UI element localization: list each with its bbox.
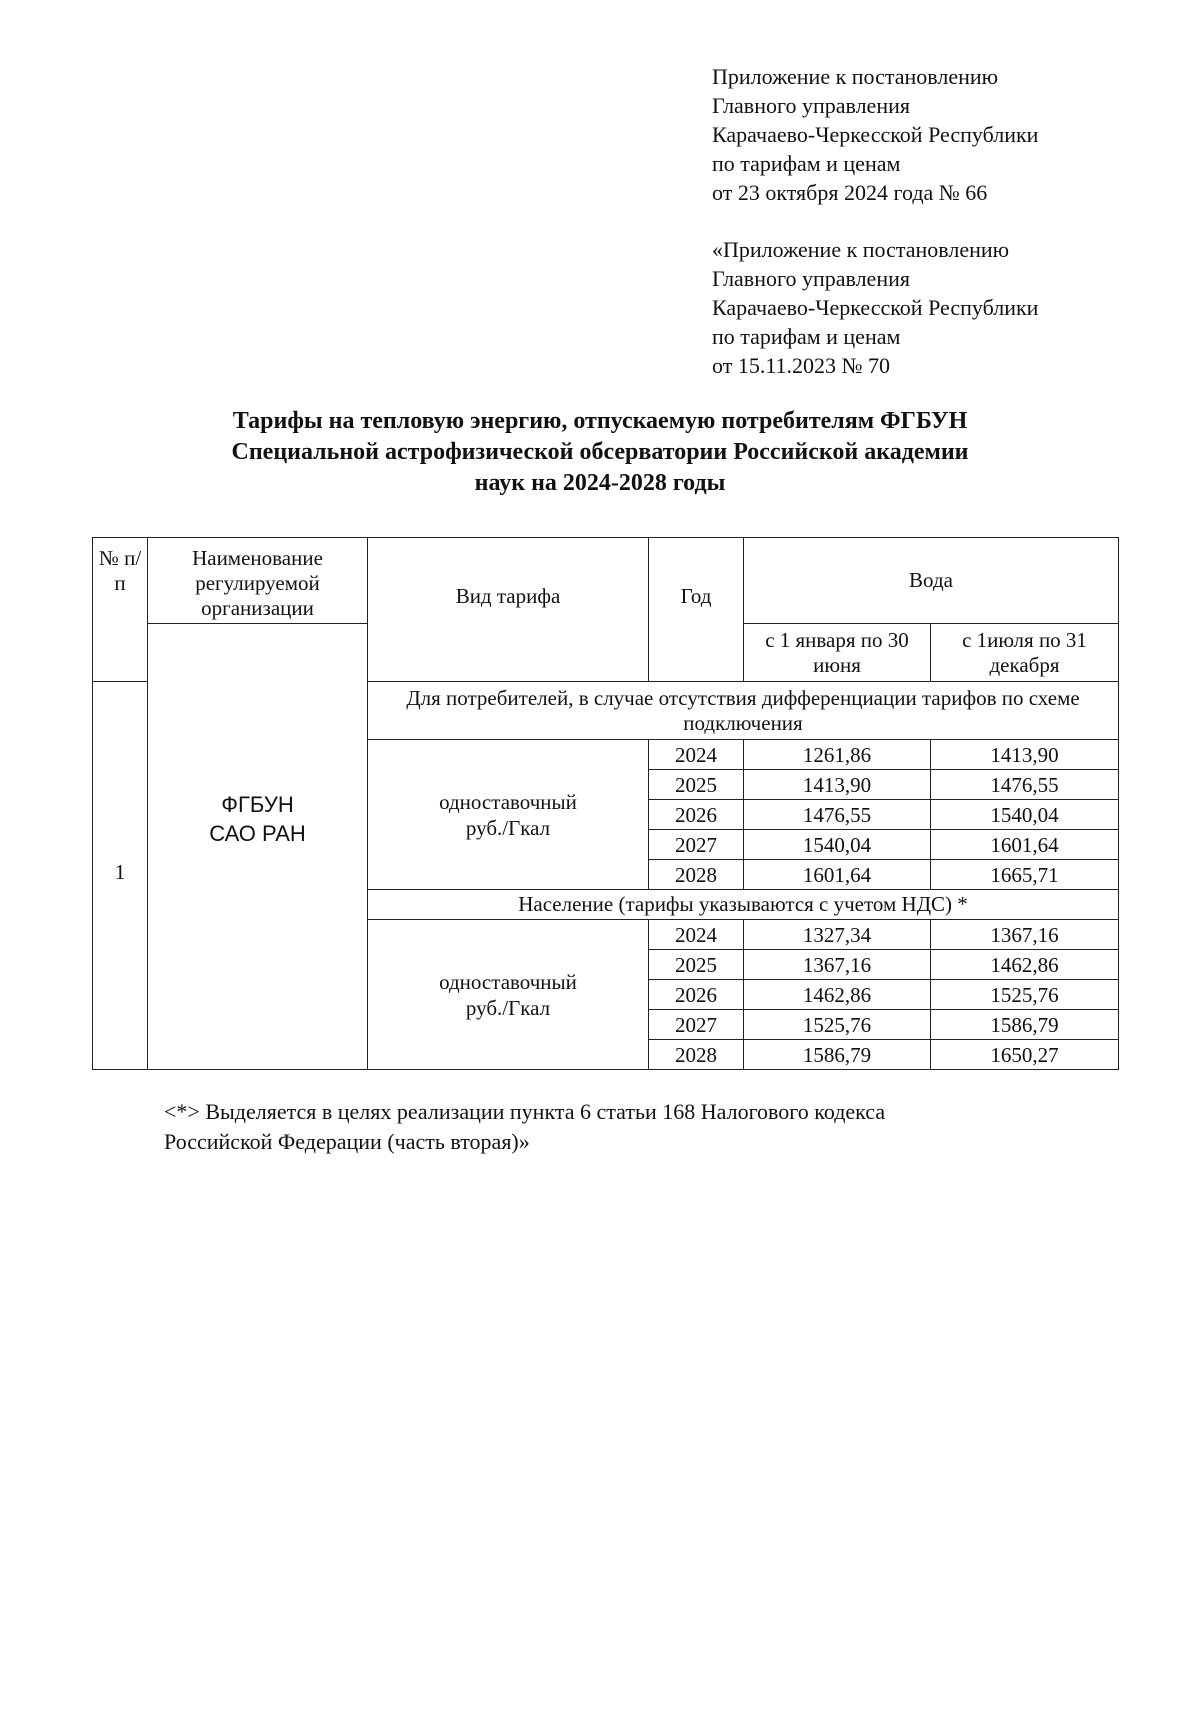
value-cell: 1601,64 [931, 830, 1119, 860]
footnote-line: Российской Федерации (часть вторая)» [164, 1129, 530, 1154]
appendix-line: по тарифам и ценам [712, 324, 901, 349]
value-cell: 1525,76 [744, 1010, 931, 1040]
title-line: Специальной астрофизической обсерватории Российской академии [231, 439, 969, 465]
year-cell: 2027 [649, 830, 744, 860]
year-cell: 2026 [649, 800, 744, 830]
footnote-line: <*> Выделяется в целях реализации пункта 6 статьи 168 Налогового кодекса [164, 1099, 886, 1124]
appendix-line: от 23 октября 2024 года № 66 [712, 180, 988, 205]
tariff-type-line: одноставочный [439, 789, 577, 814]
value-cell: 1261,86 [744, 740, 931, 770]
value-cell: 1413,90 [931, 740, 1119, 770]
section-title: Для потребителей, в случае отсутствия дифференциации тарифов по схеме подключения [368, 682, 1119, 740]
tariff-type-line: руб./Гкал [465, 815, 551, 840]
appendix-line: Карачаево-Черкесской Республики [712, 122, 1039, 147]
appendix-line: «Приложение к постановлению [712, 237, 1010, 262]
title-line: Тарифы на тепловую энергию, отпускаемую потребителям ФГБУН [232, 408, 968, 434]
value-cell: 1327,34 [744, 920, 931, 950]
header-period-jan-jun: с 1 января по 30 июня [744, 624, 931, 682]
value-cell: 1367,16 [931, 920, 1119, 950]
document-title [150, 406, 1050, 499]
year-cell: 2025 [649, 770, 744, 800]
tariff-table [92, 537, 1119, 1070]
value-cell: 1601,64 [744, 860, 931, 890]
value-cell: 1462,86 [744, 980, 931, 1010]
tariff-type-line: одноставочный [439, 969, 577, 994]
value-cell: 1586,79 [931, 1010, 1119, 1040]
header-year: Год [649, 538, 744, 682]
row-number: 1 [93, 682, 148, 1070]
appendix-line: от 15.11.2023 № 70 [712, 353, 890, 378]
title-line: наук на 2024-2028 годы [474, 470, 726, 496]
table-header-row [93, 538, 1119, 624]
year-cell: 2027 [649, 1010, 744, 1040]
value-cell: 1525,76 [931, 980, 1119, 1010]
header-number: № п/п [93, 538, 148, 682]
appendix-line: по тарифам и ценам [712, 151, 901, 176]
year-cell: 2024 [649, 920, 744, 950]
year-cell: 2028 [649, 1040, 744, 1070]
section-title: Население (тарифы указываются с учетом НДС) * [368, 890, 1119, 920]
header-organization: Наименование регулируемой организации [148, 538, 368, 624]
value-cell: 1462,86 [931, 950, 1119, 980]
year-cell: 2028 [649, 860, 744, 890]
year-cell: 2025 [649, 950, 744, 980]
value-cell: 1650,27 [931, 1040, 1119, 1070]
value-cell: 1540,04 [931, 800, 1119, 830]
organization-name-line: САО РАН [209, 821, 306, 846]
header-period-jul-dec: с 1июля по 31 декабря [931, 624, 1119, 682]
organization-cell [148, 624, 368, 1070]
appendix-original-block [712, 235, 1038, 380]
value-cell: 1476,55 [744, 800, 931, 830]
header-tariff-type: Вид тарифа [368, 538, 649, 682]
tariff-type-cell [368, 920, 649, 1070]
organization-name-line: ФГБУН [221, 792, 294, 817]
value-cell: 1665,71 [931, 860, 1119, 890]
appendix-line: Карачаево-Черкесской Республики [712, 295, 1039, 320]
year-cell: 2024 [649, 740, 744, 770]
value-cell: 1476,55 [931, 770, 1119, 800]
year-cell: 2026 [649, 980, 744, 1010]
header-water: Вода [744, 538, 1119, 624]
appendix-line: Приложение к постановлению [712, 64, 999, 89]
footnote [164, 1097, 885, 1157]
value-cell: 1586,79 [744, 1040, 931, 1070]
value-cell: 1540,04 [744, 830, 931, 860]
appendix-line: Главного управления [712, 266, 910, 291]
appendix-current-block [712, 62, 1038, 207]
value-cell: 1367,16 [744, 950, 931, 980]
tariff-type-cell [368, 740, 649, 890]
tariff-type-line: руб./Гкал [465, 995, 551, 1020]
value-cell: 1413,90 [744, 770, 931, 800]
appendix-line: Главного управления [712, 93, 910, 118]
